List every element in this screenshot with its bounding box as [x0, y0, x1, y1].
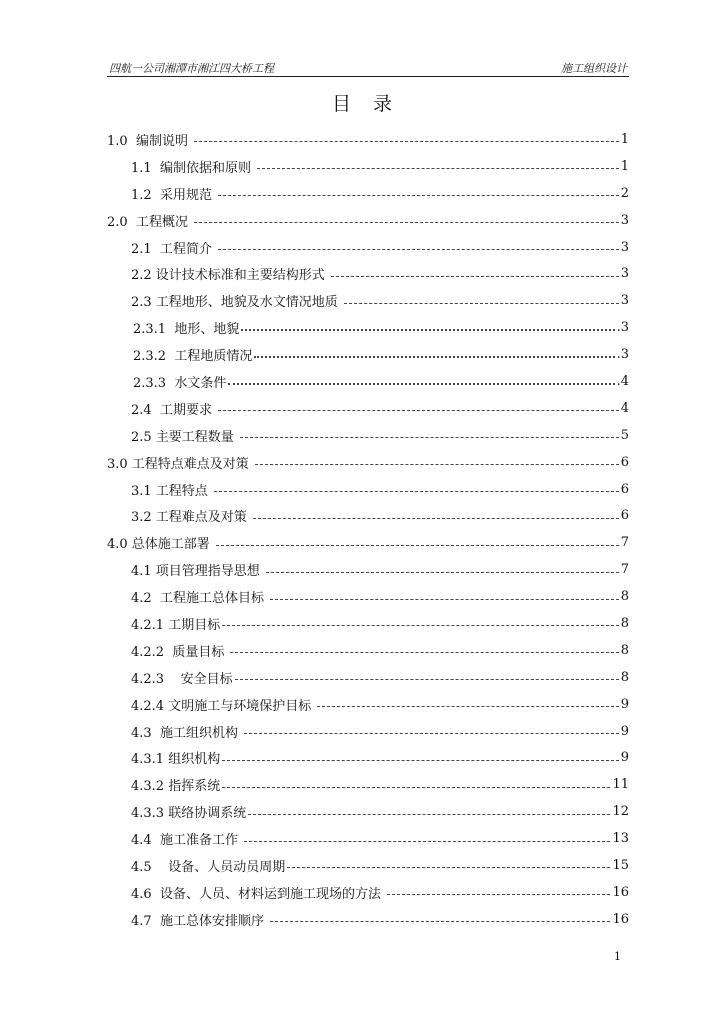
toc-leader	[218, 248, 619, 250]
toc-entry[interactable]	[107, 207, 629, 234]
toc-entry-label: 2.3.1 地形、地貌	[133, 322, 240, 338]
toc-entry-page: 3	[620, 239, 629, 255]
page-header	[107, 58, 629, 77]
toc-entry-label: 4.5 设备、人员动员周期	[131, 859, 286, 875]
header-company-project: 四航一公司湘潭市湘江四大桥工程	[109, 62, 274, 75]
toc-leader	[240, 436, 619, 438]
toc-entry[interactable]	[107, 287, 629, 314]
toc-entry[interactable]	[107, 234, 629, 261]
toc-entry-page: 7	[620, 535, 629, 551]
toc-entry[interactable]	[107, 906, 629, 933]
toc-entry[interactable]	[107, 260, 629, 287]
toc-leader	[216, 544, 619, 546]
toc-entry-label: 4.0 总体施工部署	[107, 537, 214, 553]
toc-entry-page: .3	[616, 320, 629, 336]
toc-entry-page: 16	[612, 884, 629, 900]
toc-entry-page: .4	[616, 373, 629, 389]
toc-leader	[287, 866, 610, 868]
toc-leader	[254, 355, 614, 358]
toc-entry-page: 9	[620, 723, 629, 739]
toc-entry-page: 1	[620, 131, 629, 147]
toc-entry-page: 1	[620, 158, 629, 174]
toc-leader	[266, 571, 619, 573]
toc-entry[interactable]	[107, 610, 629, 637]
toc-entry[interactable]	[107, 664, 629, 691]
toc-title: 目录	[331, 93, 414, 115]
toc-entry[interactable]	[107, 476, 629, 503]
toc-entry-page: 3	[620, 293, 629, 309]
table-of-contents	[107, 126, 629, 933]
toc-entry-label: 3.0 工程特点难点及对策	[107, 456, 253, 472]
toc-leader	[194, 221, 619, 223]
toc-entry-label: 2.3.2 工程地质情况	[133, 349, 253, 365]
toc-entry[interactable]	[107, 529, 629, 556]
toc-entry[interactable]	[107, 718, 629, 745]
toc-entry-label: 4.7 施工总体安排顺序	[131, 913, 269, 929]
toc-leader	[222, 759, 619, 761]
toc-entry-label: 4.3 施工组织机构	[131, 725, 243, 741]
toc-entry-page: .3	[616, 347, 629, 363]
toc-leader	[331, 275, 619, 277]
toc-leader	[230, 651, 618, 653]
toc-entry-page: 8	[620, 615, 629, 631]
toc-entry[interactable]	[107, 637, 629, 664]
toc-entry-page: 6	[620, 481, 629, 497]
toc-entry-label: 1.2 采用规范	[131, 187, 217, 203]
toc-entry-label: 3.2 工程难点及对策	[131, 510, 251, 526]
toc-entry-label: 4.1 项目管理指导思想	[131, 564, 264, 580]
toc-leader	[257, 167, 619, 169]
toc-leader	[270, 598, 619, 600]
toc-leader	[270, 920, 610, 922]
toc-leader	[248, 813, 610, 815]
toc-entry[interactable]	[107, 879, 629, 906]
toc-entry[interactable]	[107, 341, 629, 368]
toc-entry[interactable]	[107, 126, 629, 153]
toc-entry[interactable]	[107, 852, 629, 879]
toc-entry-label: 2.2 设计技术标准和主要结构形式	[131, 268, 329, 284]
toc-entry[interactable]	[107, 556, 629, 583]
toc-entry-page: 3	[620, 266, 629, 282]
toc-entry-label: 2.0 工程概况	[107, 214, 193, 230]
toc-leader	[344, 302, 619, 304]
toc-leader	[194, 140, 619, 142]
toc-leader	[253, 517, 619, 519]
toc-entry-page: 13	[612, 831, 629, 847]
toc-entry-page: 12	[612, 804, 629, 820]
toc-leader	[317, 705, 618, 707]
toc-leader	[255, 463, 619, 465]
toc-entry-label: 4.3.3 联络协调系统	[131, 806, 247, 822]
toc-entry-label: 2.5 主要工程数量	[131, 429, 238, 445]
toc-entry[interactable]	[107, 798, 629, 825]
toc-leader	[241, 328, 614, 331]
toc-leader	[222, 624, 619, 626]
page-number: 1	[614, 950, 621, 963]
toc-entry-page: 8	[620, 642, 629, 658]
toc-leader	[218, 194, 619, 196]
toc-entry[interactable]	[107, 395, 629, 422]
toc-entry-label: 4.6 设备、人员、材料运到施工现场的方法	[131, 886, 386, 902]
toc-leader	[218, 409, 619, 411]
toc-leader	[222, 786, 610, 788]
toc-entry-page: 16	[612, 911, 629, 927]
header-doc-type: 施工组织设计	[561, 62, 627, 75]
toc-entry-page: 9	[620, 750, 629, 766]
toc-entry[interactable]	[107, 153, 629, 180]
toc-entry[interactable]	[107, 825, 629, 852]
toc-entry-page: 8	[620, 669, 629, 685]
toc-entry-label: 4.2 工程施工总体目标	[131, 591, 269, 607]
toc-leader	[387, 893, 610, 895]
toc-entry-label: 1.1 编制依据和原则	[131, 160, 256, 176]
toc-entry-label: 2.3.3 水文条件	[133, 375, 227, 391]
toc-entry-label: 4.2.4 文明施工与环境保护目标	[131, 698, 316, 714]
toc-entry-page: 2	[620, 185, 629, 201]
toc-entry-label: 4.3.2 指挥系统	[131, 779, 221, 795]
toc-entry-label: 4.2.2 质量目标	[131, 644, 229, 660]
toc-entry[interactable]	[107, 691, 629, 718]
toc-entry-page: 6	[620, 508, 629, 524]
toc-entry[interactable]	[107, 744, 629, 771]
toc-entry-page: 15	[612, 857, 629, 873]
toc-entry-page: 8	[620, 589, 629, 605]
toc-entry[interactable]	[107, 583, 629, 610]
toc-entry-label: 2.3 工程地形、地貌及水文情况地质	[131, 295, 342, 311]
toc-entry-label: 4.2.3 安全目标	[131, 671, 233, 687]
toc-entry-label: 4.3.1 组织机构	[131, 752, 221, 768]
toc-entry-label: 2.1 工程简介	[131, 241, 217, 257]
toc-entry[interactable]	[107, 314, 629, 341]
toc-entry-label: 4.2.1 工期目标	[131, 617, 221, 633]
toc-leader	[244, 840, 610, 842]
toc-entry-page: 3	[620, 212, 629, 228]
toc-entry-page: 6	[620, 454, 629, 470]
toc-entry[interactable]	[107, 771, 629, 798]
toc-entry[interactable]	[107, 180, 629, 207]
toc-entry[interactable]	[107, 449, 629, 476]
toc-entry-label: 2.4 工期要求	[131, 402, 217, 418]
toc-entry-label: 4.4 施工准备工作	[131, 833, 243, 849]
toc-entry-page: 9	[620, 696, 629, 712]
toc-leader	[244, 732, 619, 734]
toc-entry-label: 3.1 工程特点	[131, 483, 212, 499]
toc-entry[interactable]	[107, 368, 629, 395]
toc-leader	[235, 678, 619, 680]
toc-entry-label: 1.0 编制说明	[107, 133, 193, 149]
toc-leader	[214, 490, 619, 492]
toc-leader	[228, 382, 614, 385]
toc-entry-page: 4	[620, 400, 629, 416]
toc-entry[interactable]	[107, 502, 629, 529]
toc-entry[interactable]	[107, 422, 629, 449]
toc-entry-page: 5	[620, 427, 629, 443]
toc-entry-page: 11	[612, 777, 629, 793]
toc-entry-page: 7	[620, 562, 629, 578]
